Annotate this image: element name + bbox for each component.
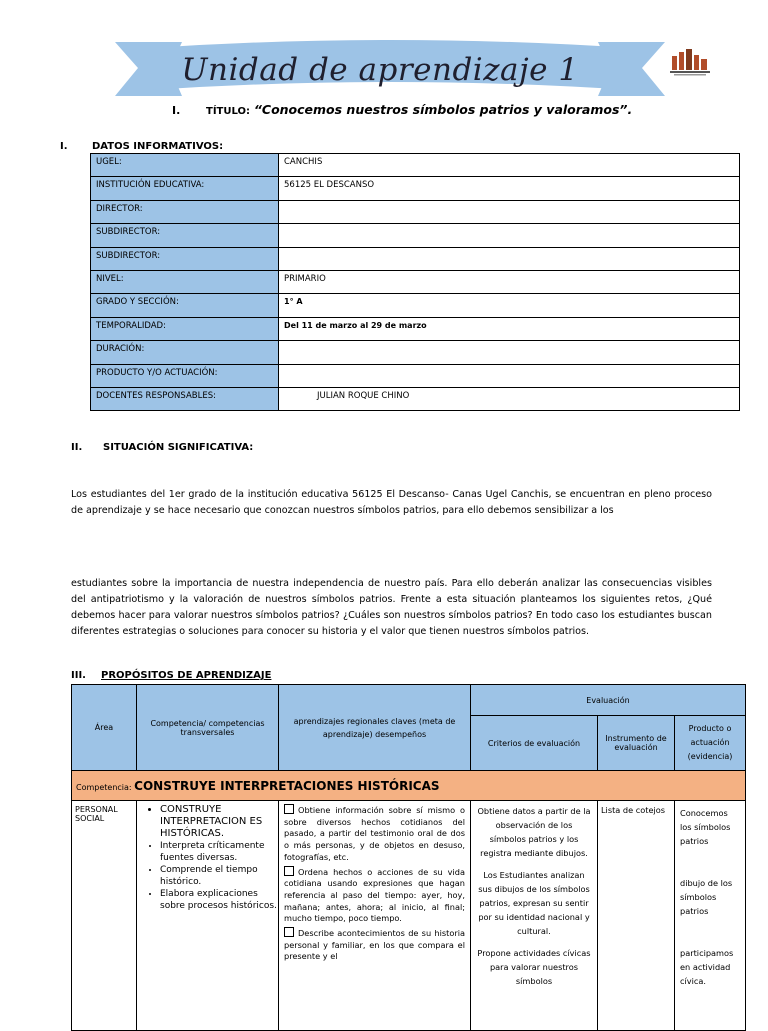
checkbox-icon[interactable] <box>284 866 294 876</box>
datos-value <box>279 247 740 270</box>
desempeno-text: Ordena hechos o acciones de su vida cotidiana usando expresiones que hagan referencia al paso del tiempo: ayer, hoy, mañana; antes, ahora; al inicio, al final; mucho tiempo, poco tiempo. <box>284 866 465 924</box>
header-aprendizajes: aprendizajes regionales claves (meta de aprendizaje) desempeños <box>279 685 471 771</box>
datos-label: DOCENTES RESPONSABLES: <box>91 387 279 410</box>
datos-row <box>91 341 740 364</box>
datos-value <box>279 200 740 223</box>
datos-row <box>91 317 740 340</box>
competencia-bullet: • Comprende el tiempo histórico. <box>160 864 277 888</box>
header-criterios: Criterios de evaluación <box>471 716 598 771</box>
section-datos-heading: I. DATOS INFORMATIVOS: <box>60 141 224 152</box>
datos-value: 56125 EL DESCANSO <box>279 177 740 200</box>
propositos-table <box>71 684 746 1031</box>
datos-label: SUBDIRECTOR: <box>91 247 279 270</box>
producto-item: participamos en actividad cívica. <box>680 948 734 986</box>
datos-label: PRODUCTO Y/O ACTUACIÓN: <box>91 364 279 387</box>
desempeno-text: Describe acontecimientos de su historia personal y familiar, en los que compara el presente y el <box>284 928 465 962</box>
desempeno-text: Obtiene información sobre sí mismo o sobre diversos hechos cotidianos del pasado, a partir del testimonio oral de dos o más personas, y de objetos en desuso, fotografías, etc. <box>284 805 465 862</box>
datos-label: TEMPORALIDAD: <box>91 317 279 340</box>
datos-value: CANCHIS <box>279 154 740 177</box>
competencia-bullet: • Interpreta críticamente fuentes diversas. <box>160 840 277 864</box>
datos-value: PRIMARIO <box>279 270 740 293</box>
datos-row <box>91 270 740 293</box>
checkbox-icon[interactable] <box>284 804 294 814</box>
competencia-bullet: • CONSTRUYE INTERPRETACION ES HISTÓRICAS. <box>160 804 277 840</box>
competencia-row: Competencia: CONSTRUYE INTERPRETACIONES HISTÓRICAS <box>72 771 746 801</box>
datos-label: NIVEL: <box>91 270 279 293</box>
criterio-item: Los Estudiantes analizan sus dibujos de los símbolos patrios, expresan su sentir por su identidad nacional y cultural. <box>478 870 590 936</box>
header-area: Área <box>72 685 137 771</box>
header-competencia: Competencia/ competencias transversales <box>137 685 279 771</box>
competencia-bullets-cell <box>137 801 279 1031</box>
instrumento-cell: Lista de cotejos <box>598 801 675 1031</box>
area-cell: PERSONAL SOCIAL <box>72 801 137 1031</box>
desempeno-item <box>284 804 465 864</box>
datos-value: Del 11 de marzo al 29 de marzo <box>279 317 740 340</box>
datos-value: 1° A <box>279 294 740 317</box>
producto-item: Conocemos los símbolos patrios <box>680 808 731 846</box>
datos-row <box>91 247 740 270</box>
datos-label: INSTITUCIÓN EDUCATIVA: <box>91 177 279 200</box>
datos-label: DIRECTOR: <box>91 200 279 223</box>
datos-value <box>279 341 740 364</box>
desempeno-item <box>284 927 465 963</box>
datos-row <box>91 154 740 177</box>
datos-informativos-table <box>90 153 740 411</box>
producto-item: dibujo de los símbolos patrios <box>680 878 733 916</box>
datos-label: SUBDIRECTOR: <box>91 224 279 247</box>
situacion-paragraph-1: Los estudiantes del 1er grado de la institución educativa 56125 El Descanso- Canas Ugel Canchis, se encuentran en pleno proceso de aprendizaje y se hace necesario que conozcan nuestros símbolos patrios, para ello debemos sensibilizar a los <box>71 489 712 516</box>
competencia-bullet: • Elabora explicaciones sobre procesos históricos. <box>160 888 277 912</box>
criterio-item: Obtiene datos a partir de la observación de los símbolos patrios y los registra mediante dibujos. <box>477 806 591 858</box>
datos-label: GRADO Y SECCIÓN: <box>91 294 279 317</box>
datos-row <box>91 224 740 247</box>
datos-row <box>91 294 740 317</box>
header-evaluacion: Evaluación <box>471 685 746 716</box>
header-instrumento: Instrumento de evaluación <box>598 716 675 771</box>
header-producto: Producto o actuación (evidencia) <box>675 716 746 771</box>
datos-row <box>91 364 740 387</box>
unit-title-text: “Conocemos nuestros símbolos patrios y valoramos”. <box>253 102 633 117</box>
competencia-name: CONSTRUYE INTERPRETACIONES HISTÓRICAS <box>134 778 440 793</box>
datos-row <box>91 200 740 223</box>
datos-value: JULIAN ROQUE CHINO <box>279 387 740 410</box>
datos-value <box>279 224 740 247</box>
unit-title: I. TÍTULO: “Conocemos nuestros símbolos patrios y valoramos”. <box>172 102 633 117</box>
datos-row <box>91 177 740 200</box>
situacion-paragraph-2: estudiantes sobre la importancia de nuestra independencia de nuestro país. Para ello deberán analizar las consecuencias visibles del antipatriotismo y la valoración de nuestros símbolos patrios. Frente a esta situación planteamos los siguientes retos, ¿Qué debemos hacer para valorar nuestros símbolos patrios? ¿Cuáles son nuestros símbolos patrios? En todo caso los estudiantes buscan diferentes estrategias o soluciones para conocer su historia y el valor que tienen nuestros símbolos patrios. <box>71 578 712 637</box>
producto-cell <box>675 801 746 1031</box>
checkbox-icon[interactable] <box>284 927 294 937</box>
desempenos-cell <box>279 801 471 1031</box>
desempeno-item <box>284 866 465 926</box>
school-logo-icon <box>668 46 714 78</box>
section-propositos-heading: III. PROPÓSITOS DE APRENDIZAJE <box>71 670 272 681</box>
criterio-item: Propone actividades cívicas para valorar nuestros símbolos <box>477 948 591 986</box>
datos-value <box>279 364 740 387</box>
criterios-cell <box>471 801 598 1031</box>
datos-label: UGEL: <box>91 154 279 177</box>
datos-row <box>91 387 740 410</box>
banner-title: Unidad de aprendizaje 1 <box>181 52 579 88</box>
datos-label: DURACIÓN: <box>91 341 279 364</box>
section-situacion-heading: II. SITUACIÓN SIGNIFICATIVA: <box>71 442 254 453</box>
